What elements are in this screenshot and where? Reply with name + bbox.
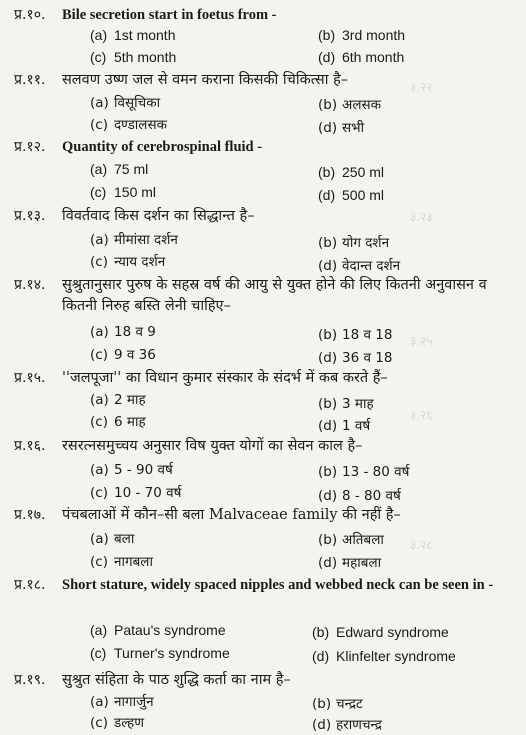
option-d: (d) हराणचन्द्र — [312, 717, 382, 733]
option-b: (b) अतिबला — [318, 532, 384, 548]
option-c: (c) 6 माह — [90, 414, 146, 430]
option-d: (d) 8 - 80 वर्ष — [318, 488, 401, 504]
option-c: (c) 150 ml — [90, 184, 157, 200]
option-c: (c) दण्डालसक — [90, 117, 167, 133]
option-c: (c) Turner's syndrome — [90, 645, 230, 661]
question-number: प्र.१८. — [14, 577, 46, 593]
option-b: (b) अलसक — [318, 97, 381, 113]
question-text: Bile secretion start in foetus from - — [62, 7, 277, 23]
question-text: सुश्रुत संहिता के पाठ शुद्धि कर्ता का नाम है– — [62, 672, 291, 688]
option-b: (b) चन्द्रट — [312, 696, 363, 712]
option-a: (a) 2 माह — [90, 392, 146, 408]
question-text: ''जलपूजा'' का विधान कुमार संस्कार के संदर्भ में कब करते हैं– — [62, 370, 388, 386]
question-text: Quantity of cerebrospinal fluid - — [62, 139, 263, 155]
option-b: (b) 13 - 80 वर्ष — [318, 464, 410, 480]
option-b: (b) 3rd month — [318, 27, 406, 43]
show-through-text: ३.२६ — [410, 408, 433, 422]
option-d: (d) वेदान्त दर्शन — [318, 258, 401, 274]
question-number: प्र.१४. — [14, 277, 46, 293]
option-b: (b) 3 माह — [318, 396, 374, 412]
option-d: (d) महाबला — [318, 555, 382, 571]
question-text: सुश्रुतानुसार पुरुष के सहस्र वर्ष की आयु से युक्त होने की लिए कितनी अनुवासन व कितनी निरुह बस्ति लेनी चाहिए– — [62, 277, 487, 314]
question-text: सलवण उष्ण जल से वमन कराना किसकी चिकित्सा है– — [62, 72, 349, 88]
option-c: (c) 5th month — [90, 49, 177, 65]
option-a: (a) बला — [90, 531, 135, 547]
question-number: प्र.१२. — [14, 139, 46, 155]
option-d: (d) Klinfelter syndrome — [312, 648, 456, 664]
option-a: (a) 75 ml — [90, 161, 149, 177]
option-c: (c) 9 व 36 — [90, 347, 156, 363]
question-number: प्र.१०. — [14, 7, 46, 23]
option-a: (a) 18 व 9 — [90, 324, 156, 340]
option-a: (a) 5 - 90 वर्ष — [90, 462, 173, 478]
option-c: (c) नागबला — [90, 554, 153, 570]
question-number: प्र.१५. — [14, 370, 46, 386]
option-b: (b) Edward syndrome — [312, 624, 449, 640]
option-b: (b) 18 व 18 — [318, 327, 393, 343]
question-text: पंचबलाओं में कौन–सी बला Malvaceae family की नहीं है– — [62, 507, 401, 523]
option-d: (d) 500 ml — [318, 187, 385, 203]
show-through-text: ३.२८ — [410, 538, 433, 552]
question-text: विवर्तवाद किस दर्शन का सिद्धान्त है– — [62, 208, 255, 224]
option-d: (d) 1 वर्ष — [318, 418, 371, 434]
option-d: (d) सभी — [318, 120, 365, 136]
question-number: प्र.११. — [14, 72, 46, 88]
option-a: (a) Patau's syndrome — [90, 622, 226, 638]
show-through-text: ३.२५ — [410, 334, 433, 348]
option-b: (b) 250 ml — [318, 164, 385, 180]
option-a: (a) 1st month — [90, 27, 176, 43]
option-c: (c) न्याय दर्शन — [90, 254, 166, 270]
show-through-text: ३.२३ — [410, 210, 433, 224]
option-c: (c) डल्हण — [90, 715, 144, 731]
question-number: प्र.१७. — [14, 507, 46, 523]
question-text: Short stature, widely spaced nipples and webbed neck can be seen in - — [62, 577, 494, 593]
question-number: प्र.१६. — [14, 438, 46, 454]
question-number: प्र.१३. — [14, 208, 46, 224]
option-c: (c) 10 - 70 वर्ष — [90, 485, 182, 501]
option-a: (a) मीमांसा दर्शन — [90, 232, 178, 248]
option-d: (d) 36 व 18 — [318, 350, 393, 366]
option-a: (a) नागार्जुन — [90, 694, 154, 710]
option-b: (b) योग दर्शन — [318, 235, 390, 251]
option-a: (a) विसूचिका — [90, 95, 161, 111]
option-d: (d) 6th month — [318, 49, 405, 65]
show-through-text: ३.२२ — [410, 80, 433, 94]
question-number: प्र.१९. — [14, 672, 46, 688]
question-text: रसरत्नसमुच्चय अनुसार विष युक्त योगों का सेवन काल है– — [62, 438, 363, 454]
